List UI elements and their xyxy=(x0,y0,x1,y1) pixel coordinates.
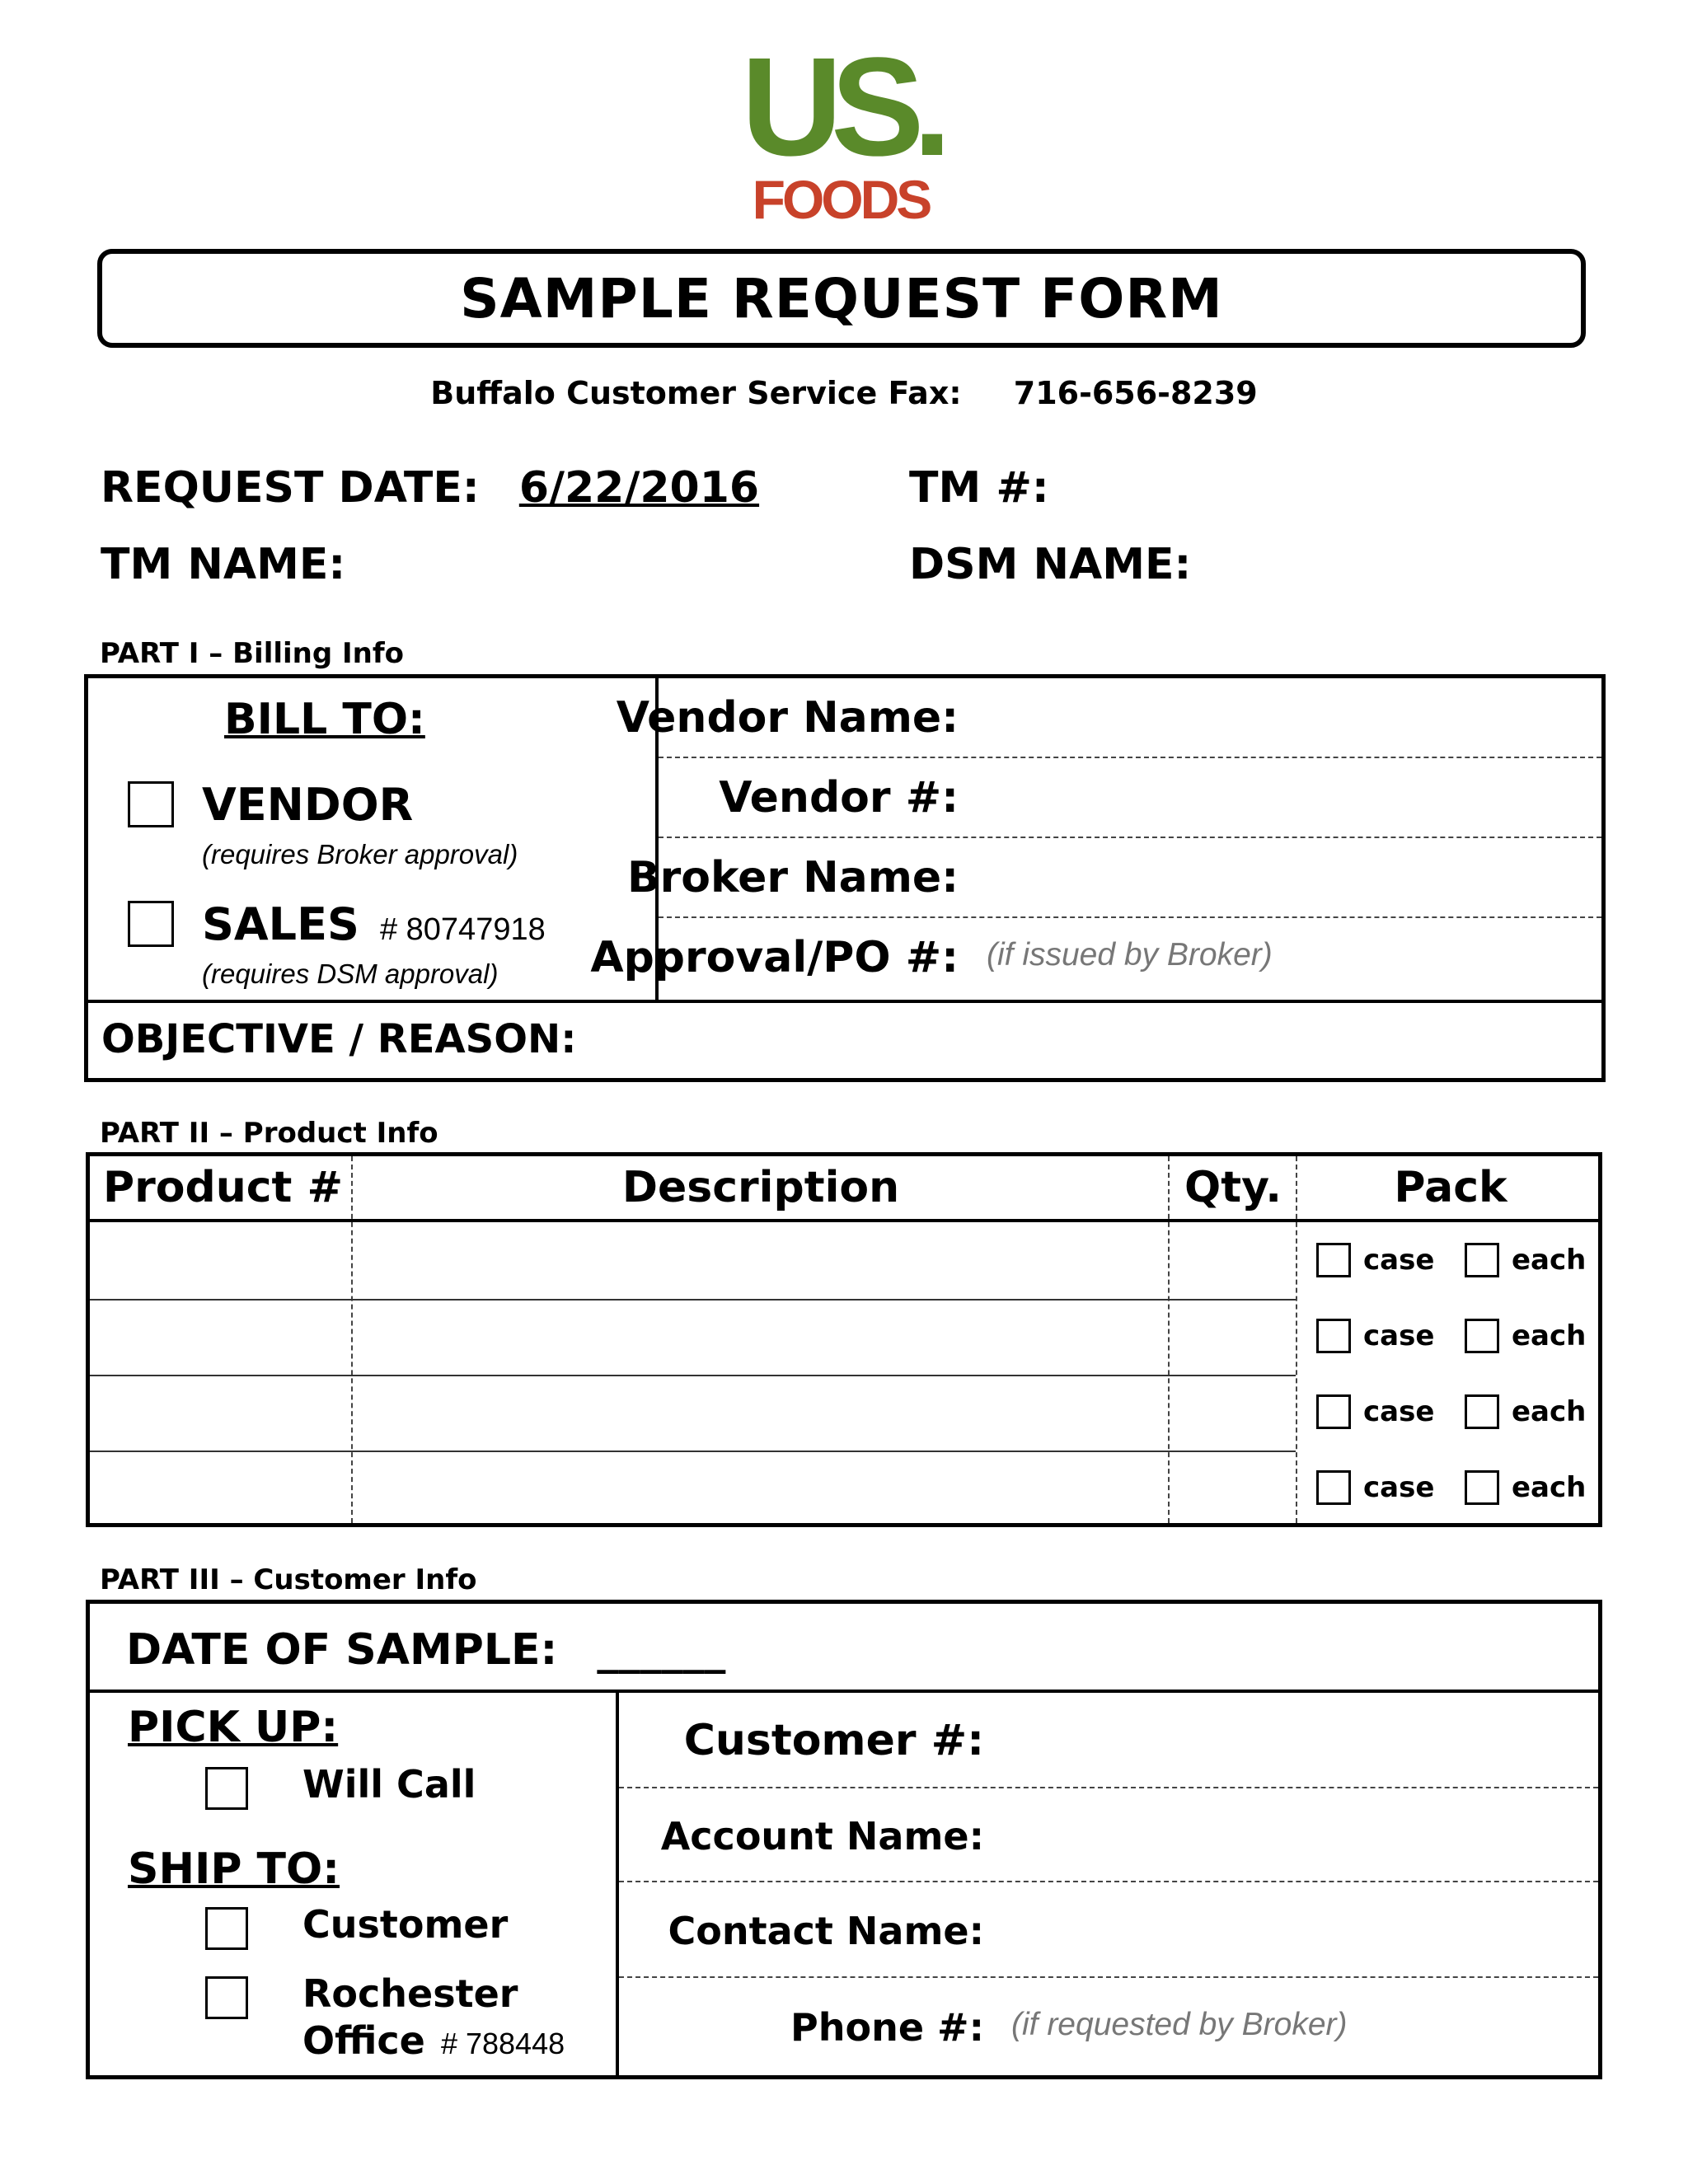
office-line xyxy=(302,2018,565,2063)
approval-po-label: Approval/PO #: xyxy=(590,933,959,982)
divider xyxy=(619,1976,1598,1978)
date-of-sample xyxy=(126,1625,725,1675)
us-foods-logo xyxy=(738,29,944,235)
pack-each-label: each xyxy=(1512,1244,1587,1277)
request-date xyxy=(101,463,759,513)
approval-hint: (if issued by Broker) xyxy=(987,937,1273,972)
pack-each-label: each xyxy=(1512,1395,1587,1428)
divider xyxy=(619,1881,1598,1882)
broker-name-label: Broker Name: xyxy=(626,853,959,902)
divider xyxy=(616,1690,619,2079)
vendor-note: (requires Broker approval) xyxy=(202,839,518,869)
sales-option xyxy=(202,898,546,950)
product-info-table xyxy=(86,1152,1602,1527)
pack-each-checkbox[interactable] xyxy=(1465,1394,1499,1429)
bill-to-heading: BILL TO: xyxy=(224,695,425,744)
request-date-value[interactable]: 6/22/2016 xyxy=(518,463,760,513)
pack-each-label: each xyxy=(1512,1319,1587,1352)
pack-case-label: case xyxy=(1363,1471,1435,1504)
pack-case-checkbox[interactable] xyxy=(1316,1394,1351,1429)
logo-foods: FOODS xyxy=(752,169,930,230)
objective-reason-label: OBJECTIVE / REASON: xyxy=(101,1016,577,1062)
divider xyxy=(88,1000,1601,1003)
fax-number: 716-656-8239 xyxy=(1013,375,1258,411)
phone-hint: (if requested by Broker) xyxy=(1011,2007,1348,2042)
divider xyxy=(1168,1156,1170,1523)
ship-to-heading: SHIP TO: xyxy=(128,1844,340,1894)
form-title: SAMPLE REQUEST FORM xyxy=(460,266,1223,330)
col-header-qty: Qty. xyxy=(1184,1163,1282,1212)
divider xyxy=(90,1690,1598,1693)
pick-up-heading: PICK UP: xyxy=(128,1703,339,1752)
sales-checkbox[interactable] xyxy=(128,901,174,947)
divider xyxy=(659,757,1601,758)
divider xyxy=(619,1787,1598,1788)
part1-label: PART I – Billing Info xyxy=(100,637,405,670)
date-of-sample-field[interactable]: ______ xyxy=(597,1625,726,1675)
divider xyxy=(1296,1156,1297,1523)
divider xyxy=(90,1451,1296,1452)
pack-each-checkbox[interactable] xyxy=(1465,1470,1499,1505)
vendor-name-label: Vendor Name: xyxy=(616,693,959,743)
office-label: Office xyxy=(302,2018,425,2063)
contact-name-label: Contact Name: xyxy=(668,1909,984,1953)
col-header-pack: Pack xyxy=(1394,1163,1507,1212)
pack-each-checkbox[interactable] xyxy=(1465,1243,1499,1277)
dsm-name-label: DSM NAME: xyxy=(909,540,1192,589)
fax-label: Buffalo Customer Service Fax: xyxy=(430,375,962,411)
ship-customer-label: Customer xyxy=(302,1902,509,1947)
vendor-checkbox[interactable] xyxy=(128,781,174,827)
pack-case-checkbox[interactable] xyxy=(1316,1243,1351,1277)
phone-label: Phone #: xyxy=(790,2005,984,2050)
divider xyxy=(659,837,1601,838)
pack-case-label: case xyxy=(1363,1319,1435,1352)
pack-case-checkbox[interactable] xyxy=(1316,1319,1351,1353)
pack-each-checkbox[interactable] xyxy=(1465,1319,1499,1353)
vendor-option-label: VENDOR xyxy=(202,779,414,831)
form-title-box xyxy=(97,249,1586,348)
will-call-label: Will Call xyxy=(302,1762,476,1807)
pack-case-label: case xyxy=(1363,1244,1435,1277)
ship-rochester-checkbox[interactable] xyxy=(205,1976,248,2019)
vendor-num-label: Vendor #: xyxy=(719,773,959,823)
ship-customer-checkbox[interactable] xyxy=(205,1907,248,1950)
part2-label: PART II – Product Info xyxy=(100,1117,438,1150)
account-name-label: Account Name: xyxy=(660,1814,984,1858)
divider xyxy=(90,1375,1296,1376)
fax-line xyxy=(0,375,1688,411)
will-call-checkbox[interactable] xyxy=(205,1767,248,1810)
tm-num-label: TM #: xyxy=(909,463,1049,513)
divider xyxy=(90,1299,1296,1301)
customer-info-box xyxy=(86,1600,1602,2079)
divider xyxy=(659,916,1601,918)
pack-case-label: case xyxy=(1363,1395,1435,1428)
date-of-sample-label: DATE OF SAMPLE: xyxy=(126,1625,558,1675)
sales-number: # 80747918 xyxy=(379,912,546,947)
col-header-product: Product # xyxy=(103,1163,344,1212)
divider xyxy=(90,1219,1598,1222)
tm-name-label: TM NAME: xyxy=(101,540,346,589)
sales-option-label: SALES xyxy=(202,898,359,950)
part3-label: PART III – Customer Info xyxy=(100,1563,477,1596)
pack-case-checkbox[interactable] xyxy=(1316,1470,1351,1505)
billing-info-box xyxy=(84,674,1606,1082)
divider xyxy=(351,1156,353,1523)
col-header-description: Description xyxy=(621,1163,900,1212)
sales-note: (requires DSM approval) xyxy=(202,958,499,989)
request-date-label: REQUEST DATE: xyxy=(101,463,480,513)
pack-each-label: each xyxy=(1512,1471,1587,1504)
rochester-label: Rochester xyxy=(302,1971,518,2016)
logo-us: US. xyxy=(741,29,940,185)
office-number: # 788448 xyxy=(440,2027,565,2060)
customer-num-label: Customer #: xyxy=(683,1716,984,1765)
